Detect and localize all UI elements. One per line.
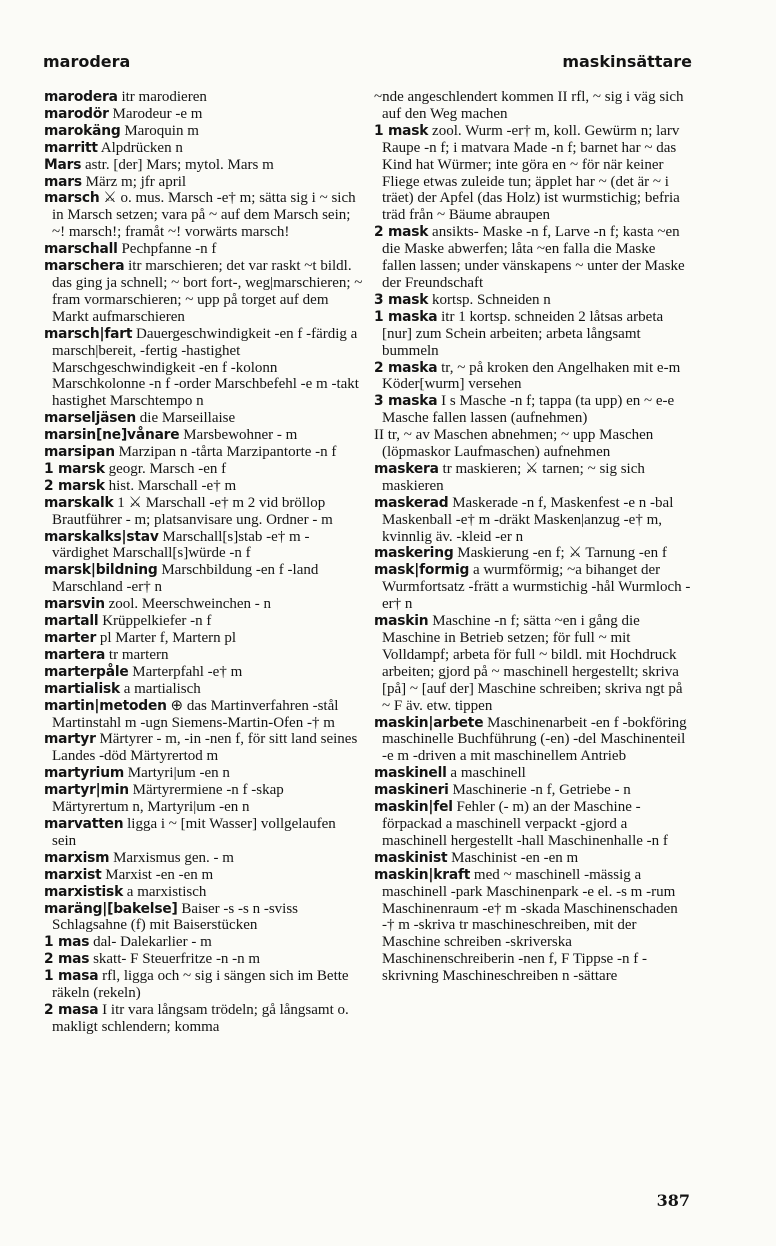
dictionary-entry bbox=[44, 884, 363, 901]
entry-definition: Maroquin m bbox=[124, 122, 199, 139]
dictionary-entry bbox=[374, 867, 693, 985]
entry-definition: Pechpfanne -n f bbox=[121, 241, 217, 258]
entry-headword: 3 maska bbox=[374, 393, 438, 410]
entry-headword: maräng|[bakelse] bbox=[44, 900, 178, 917]
dictionary-entry bbox=[44, 867, 363, 884]
dictionary-entry bbox=[374, 123, 693, 224]
entry-definition: II tr, ~ av Maschen abnehmen; ~ upp Maschen (löpmaskor Laufmaschen) aufnehmen bbox=[374, 427, 654, 461]
entry-definition: tr martern bbox=[108, 646, 169, 663]
entry-definition: Fehler (- m) an der Maschine -förpackad a maschinell verpackt -gjord a maschinell hergestellt -hall Maschinenhalle -n f bbox=[382, 799, 668, 849]
entry-definition: Marschall[s]stab -e† m -värdighet Marschall[s]würde -n f bbox=[52, 528, 310, 562]
dictionary-entry bbox=[44, 444, 363, 461]
entry-headword: marseljäsen bbox=[44, 410, 137, 427]
entry-headword: marskalks|stav bbox=[44, 528, 159, 545]
entry-headword: maskin bbox=[374, 613, 429, 630]
dictionary-entry bbox=[374, 562, 693, 613]
entry-headword: marsvin bbox=[44, 596, 105, 613]
entry-headword: martyr|min bbox=[44, 782, 129, 799]
right-column bbox=[374, 89, 693, 985]
entry-headword: marterpåle bbox=[44, 663, 129, 680]
entry-headword: 1 maska bbox=[374, 308, 438, 325]
entry-definition: Marterpfahl -e† m bbox=[132, 663, 243, 680]
entry-definition: Marsbewohner - m bbox=[183, 427, 298, 444]
entry-definition: itr marodieren bbox=[121, 89, 207, 105]
entry-definition: Märtyrer - m, -in -nen f, för sitt land seines Landes -död Märtyrertod m bbox=[52, 731, 358, 765]
dictionary-entry bbox=[44, 901, 363, 935]
entry-headword: marodör bbox=[44, 105, 109, 122]
entry-headword: maskin|fel bbox=[374, 799, 453, 816]
dictionary-entry bbox=[44, 698, 363, 732]
dictionary-entry bbox=[374, 309, 693, 360]
dictionary-entry bbox=[44, 495, 363, 529]
entry-headword: 1 mas bbox=[44, 934, 90, 951]
dictionary-entry bbox=[44, 664, 363, 681]
dictionary-entry bbox=[44, 731, 363, 765]
entry-definition: Marxismus gen. - m bbox=[113, 849, 234, 866]
dictionary-entry bbox=[44, 241, 363, 258]
dictionary-entry bbox=[44, 968, 363, 1002]
entry-definition: ⊕ das Martinverfahren -stål Martinstahl m -ugn Siemens-Martin-Ofen -† m bbox=[52, 697, 339, 731]
entry-headword: 1 mask bbox=[374, 122, 429, 139]
dictionary-entry bbox=[374, 89, 693, 123]
entry-headword: marsch bbox=[44, 190, 100, 207]
entry-definition: zool. Wurm -er† m, koll. Gewürm n; larv Raupe -n f; i matvara Made -n f; barnet har ~ das Kind hat Würmer; inte göra en ~ för när keiner Fliege etwas zuleide tun; äpplet har ~ (det är ~ i träet) der Apfel (das Holz) ist wurmstichig; befria träd från ~ Bäume abraupen bbox=[382, 122, 680, 224]
dictionary-entry bbox=[374, 782, 693, 799]
dictionary-entry bbox=[44, 630, 363, 647]
entry-headword: marodera bbox=[44, 89, 118, 105]
dictionary-entry bbox=[374, 545, 693, 562]
entry-definition: Dauergeschwindigkeit -en f -färdig a marsch|bereit, -fertig -hastighet Marschgeschwindigkeit -en f -kolonn Marschkolonne -n f -order Marschbefehl -e m -takt hastighet Marschtempo n bbox=[52, 325, 359, 410]
entry-headword: martera bbox=[44, 646, 106, 663]
entry-headword: marsk|bildning bbox=[44, 562, 158, 579]
entry-definition: Alpdrücken n bbox=[100, 139, 183, 156]
entry-headword: marsipan bbox=[44, 444, 115, 461]
entry-definition: kortsp. Schneiden n bbox=[432, 291, 551, 308]
entry-headword: marsch|fart bbox=[44, 325, 133, 342]
entry-headword: 1 marsk bbox=[44, 460, 105, 477]
dictionary-entry bbox=[44, 157, 363, 174]
dictionary-entry bbox=[44, 123, 363, 140]
dictionary-entry bbox=[374, 393, 693, 427]
entry-definition: März m; jfr april bbox=[85, 173, 187, 190]
entry-definition: ⚔ o. mus. Marsch -e† m; sätta sig i ~ sich in Marsch setzen; vara på ~ auf dem Marsch sein; ~! marsch!; framåt ~! vorwärts marsch! bbox=[52, 190, 356, 241]
entry-headword: marvatten bbox=[44, 815, 124, 832]
dictionary-entry bbox=[374, 427, 693, 461]
entry-definition: Maschine -n f; sätta ~en i gång die Maschine in Betrieb setzen; för full ~ mit Volldampf; arbeta för full ~ bildl. mit Hochdruck arbeiten; gjord på ~ maschinell hergestellt; skriva [på] ~ [auf der] Maschine schreiben; skriva ngt på ~ F äv. etw. tippen bbox=[382, 613, 683, 714]
left-column bbox=[44, 89, 363, 1036]
dictionary-entry bbox=[44, 258, 363, 326]
entry-definition: die Marseillaise bbox=[139, 410, 236, 427]
entry-headword: martialisk bbox=[44, 680, 120, 697]
entry-definition: astr. [der] Mars; mytol. Mars m bbox=[85, 156, 274, 173]
dictionary-entry bbox=[44, 529, 363, 563]
dictionary-entry bbox=[44, 596, 363, 613]
dictionary-entry bbox=[374, 765, 693, 782]
entry-definition: geogr. Marsch -en f bbox=[108, 460, 227, 477]
entry-definition: rfl, ligga och ~ sig i sängen sich im Bette räkeln (rekeln) bbox=[52, 968, 349, 1002]
entry-headword: marxist bbox=[44, 866, 102, 883]
entry-headword: marritt bbox=[44, 139, 98, 156]
entry-definition: a marxistisch bbox=[126, 883, 207, 900]
entry-headword: 2 maska bbox=[374, 359, 438, 376]
entry-definition: Martyri|um -en n bbox=[127, 765, 230, 782]
dictionary-entry bbox=[374, 495, 693, 546]
dictionary-entry bbox=[374, 715, 693, 766]
entry-definition: hist. Marschall -e† m bbox=[108, 477, 237, 494]
dictionary-entry bbox=[44, 613, 363, 630]
dictionary-entry bbox=[44, 816, 363, 850]
entry-headword: 2 masa bbox=[44, 1001, 99, 1018]
entry-headword: mask|formig bbox=[374, 562, 470, 579]
dictionary-entry bbox=[374, 360, 693, 394]
entry-definition: Märtyrermiene -n f -skap Märtyrertum n, Martyri|um -en n bbox=[52, 782, 284, 816]
running-head-left: marodera bbox=[43, 52, 131, 71]
entry-definition: Maskerade -n f, Maskenfest -e n -bal Maskenball -e† m -dräkt Masken|anzug -e† m, kvinnlig äv. -kleid -er n bbox=[382, 494, 674, 545]
entry-definition: itr 1 kortsp. schneiden 2 låtsas arbeta [nur] zum Schein arbeiten; arbeta långsamt bummeln bbox=[382, 308, 664, 359]
entry-headword: maskerad bbox=[374, 494, 449, 511]
entry-headword: marokäng bbox=[44, 122, 121, 139]
page-number: 387 bbox=[656, 1191, 690, 1210]
entry-definition: med ~ maschinell -mässig a maschinell -park Maschinenpark -e el. -s m -rum Maschinenraum -e† m -skada Maschinenschaden -† m -skriva tr maschineschreiben, mit der Maschine schreiben -skriverska Maschinenschreiberin -nen f, F Tippse -n f -skrivning Maschineschreiben n -sättare bbox=[382, 866, 678, 985]
entry-definition: 1 ⚔ Marschall -e† m 2 vid bröllop Brautführer - m; platsanvisare ung. Ordner - m bbox=[52, 494, 333, 528]
entry-definition: tr, ~ på kroken den Angelhaken mit e-m Köder[wurm] versehen bbox=[382, 359, 681, 393]
entry-headword: maskinell bbox=[374, 765, 447, 782]
dictionary-entry bbox=[44, 190, 363, 241]
entry-definition: skatt- F Steuerfritze -n -n m bbox=[93, 951, 261, 968]
entry-definition: a martialisch bbox=[123, 680, 201, 697]
dictionary-entry bbox=[44, 427, 363, 444]
dictionary-entry bbox=[44, 89, 363, 106]
entry-headword: 2 mask bbox=[374, 224, 429, 241]
dictionary-entry bbox=[44, 934, 363, 951]
entry-headword: martin|metoden bbox=[44, 697, 167, 714]
dictionary-entry bbox=[374, 799, 693, 850]
entry-headword: martyrium bbox=[44, 765, 125, 782]
dictionary-entry bbox=[44, 326, 363, 411]
dictionary-entry bbox=[374, 850, 693, 867]
dictionary-entry bbox=[44, 174, 363, 191]
entry-headword: marschera bbox=[44, 258, 125, 275]
entry-headword: maskering bbox=[374, 545, 454, 562]
entry-headword: mars bbox=[44, 173, 82, 190]
dictionary-entry bbox=[44, 562, 363, 596]
entry-definition: itr marschieren; det var raskt ~t bildl. das ging ja schnell; ~ bort fort-, weg|marschieren; ~ fram vormarschieren; ~ upp på torget auf dem Markt aufmarschieren bbox=[52, 258, 363, 325]
dictionary-entry bbox=[374, 613, 693, 714]
entry-definition: Maschinenarbeit -en f -bokföring maschinelle Buchführung (-en) -del Maschinenteil -e m -driven a mit maschinellem Antrieb bbox=[382, 714, 687, 765]
entry-headword: maskin|kraft bbox=[374, 866, 471, 883]
entry-definition: Baiser -s -s n -sviss Schlagsahne (f) mit Baiserstücken bbox=[52, 900, 299, 934]
entry-headword: 2 mas bbox=[44, 951, 90, 968]
entry-definition: Marschbildung -en f -land Marschland -er† n bbox=[52, 562, 319, 596]
dictionary-entry bbox=[374, 292, 693, 309]
dictionary-entry bbox=[44, 106, 363, 123]
dictionary-entry bbox=[44, 647, 363, 664]
entry-headword: marxistisk bbox=[44, 883, 124, 900]
entry-definition: ligga i ~ [mit Wasser] vollgelaufen sein bbox=[52, 815, 336, 849]
dictionary-entry bbox=[44, 140, 363, 157]
dictionary-entry bbox=[374, 224, 693, 292]
entry-headword: 2 marsk bbox=[44, 477, 105, 494]
entry-definition: ansikts- Maske -n f, Larve -n f; kasta ~en die Maske abwerfen; låta ~en falla die Maske fallen lassen; under vänskapens ~ unter der Maske der Freundschaft bbox=[382, 224, 685, 291]
entry-definition: I s Masche -n f; tappa (ta upp) en ~ e-e Masche fallen lassen (aufnehmen) bbox=[382, 393, 675, 427]
entry-headword: marter bbox=[44, 630, 97, 646]
entry-headword: maskineri bbox=[374, 782, 449, 799]
entry-definition: Maschinist -en -en m bbox=[451, 849, 579, 866]
entry-definition: Marodeur -e m bbox=[112, 105, 203, 122]
entry-headword: maskin|arbete bbox=[374, 714, 484, 731]
entry-definition: dal- Dalekarlier - m bbox=[93, 934, 212, 951]
dictionary-entry bbox=[44, 681, 363, 698]
dictionary-entry bbox=[44, 765, 363, 782]
entry-definition: ~nde angeschlendert kommen II rfl, ~ sig i väg sich auf den Weg machen bbox=[374, 89, 684, 122]
entry-definition: a maschinell bbox=[450, 765, 526, 782]
entry-headword: 1 masa bbox=[44, 968, 99, 985]
entry-definition: Krüppelkiefer -n f bbox=[102, 613, 212, 630]
entry-definition: Maskierung -en f; ⚔ Tarnung -en f bbox=[457, 545, 667, 562]
dictionary-entry bbox=[44, 461, 363, 478]
dictionary-entry bbox=[44, 410, 363, 427]
entry-headword: 3 mask bbox=[374, 291, 429, 308]
entry-headword: marsin[ne]vånare bbox=[44, 427, 180, 444]
entry-definition: zool. Meerschweinchen - n bbox=[108, 596, 272, 613]
entry-headword: maskinist bbox=[374, 849, 448, 866]
entry-headword: maskera bbox=[374, 460, 439, 477]
running-head-right: maskinsättare bbox=[562, 52, 692, 71]
entry-headword: martyr bbox=[44, 731, 96, 748]
entry-definition: a wurmförmig; ~a bihanget der Wurmfortsatz -frätt a wurmstichig -hål Wurmloch -er† n bbox=[382, 562, 691, 613]
entry-definition: pl Marter f, Martern pl bbox=[99, 630, 237, 646]
entry-definition: Marxist -en -en m bbox=[105, 866, 214, 883]
entry-headword: marxism bbox=[44, 849, 110, 866]
entry-definition: I itr vara långsam trödeln; gå långsamt o. makligt schlendern; komma bbox=[52, 1001, 349, 1035]
dictionary-entry bbox=[44, 782, 363, 816]
dictionary-entry bbox=[44, 478, 363, 495]
entry-headword: martall bbox=[44, 613, 99, 630]
dictionary-entry bbox=[44, 1002, 363, 1036]
entry-headword: marskalk bbox=[44, 494, 114, 511]
entry-headword: marschall bbox=[44, 241, 118, 258]
entry-headword: Mars bbox=[44, 156, 82, 173]
dictionary-entry bbox=[44, 951, 363, 968]
entry-definition: Marzipan n -tårta Marzipantorte -n f bbox=[118, 444, 337, 461]
dictionary-entry bbox=[374, 461, 693, 495]
dictionary-entry bbox=[44, 850, 363, 867]
entry-definition: tr maskieren; ⚔ tarnen; ~ sig sich maskieren bbox=[382, 460, 645, 494]
entry-definition: Maschinerie -n f, Getriebe - n bbox=[452, 782, 631, 799]
